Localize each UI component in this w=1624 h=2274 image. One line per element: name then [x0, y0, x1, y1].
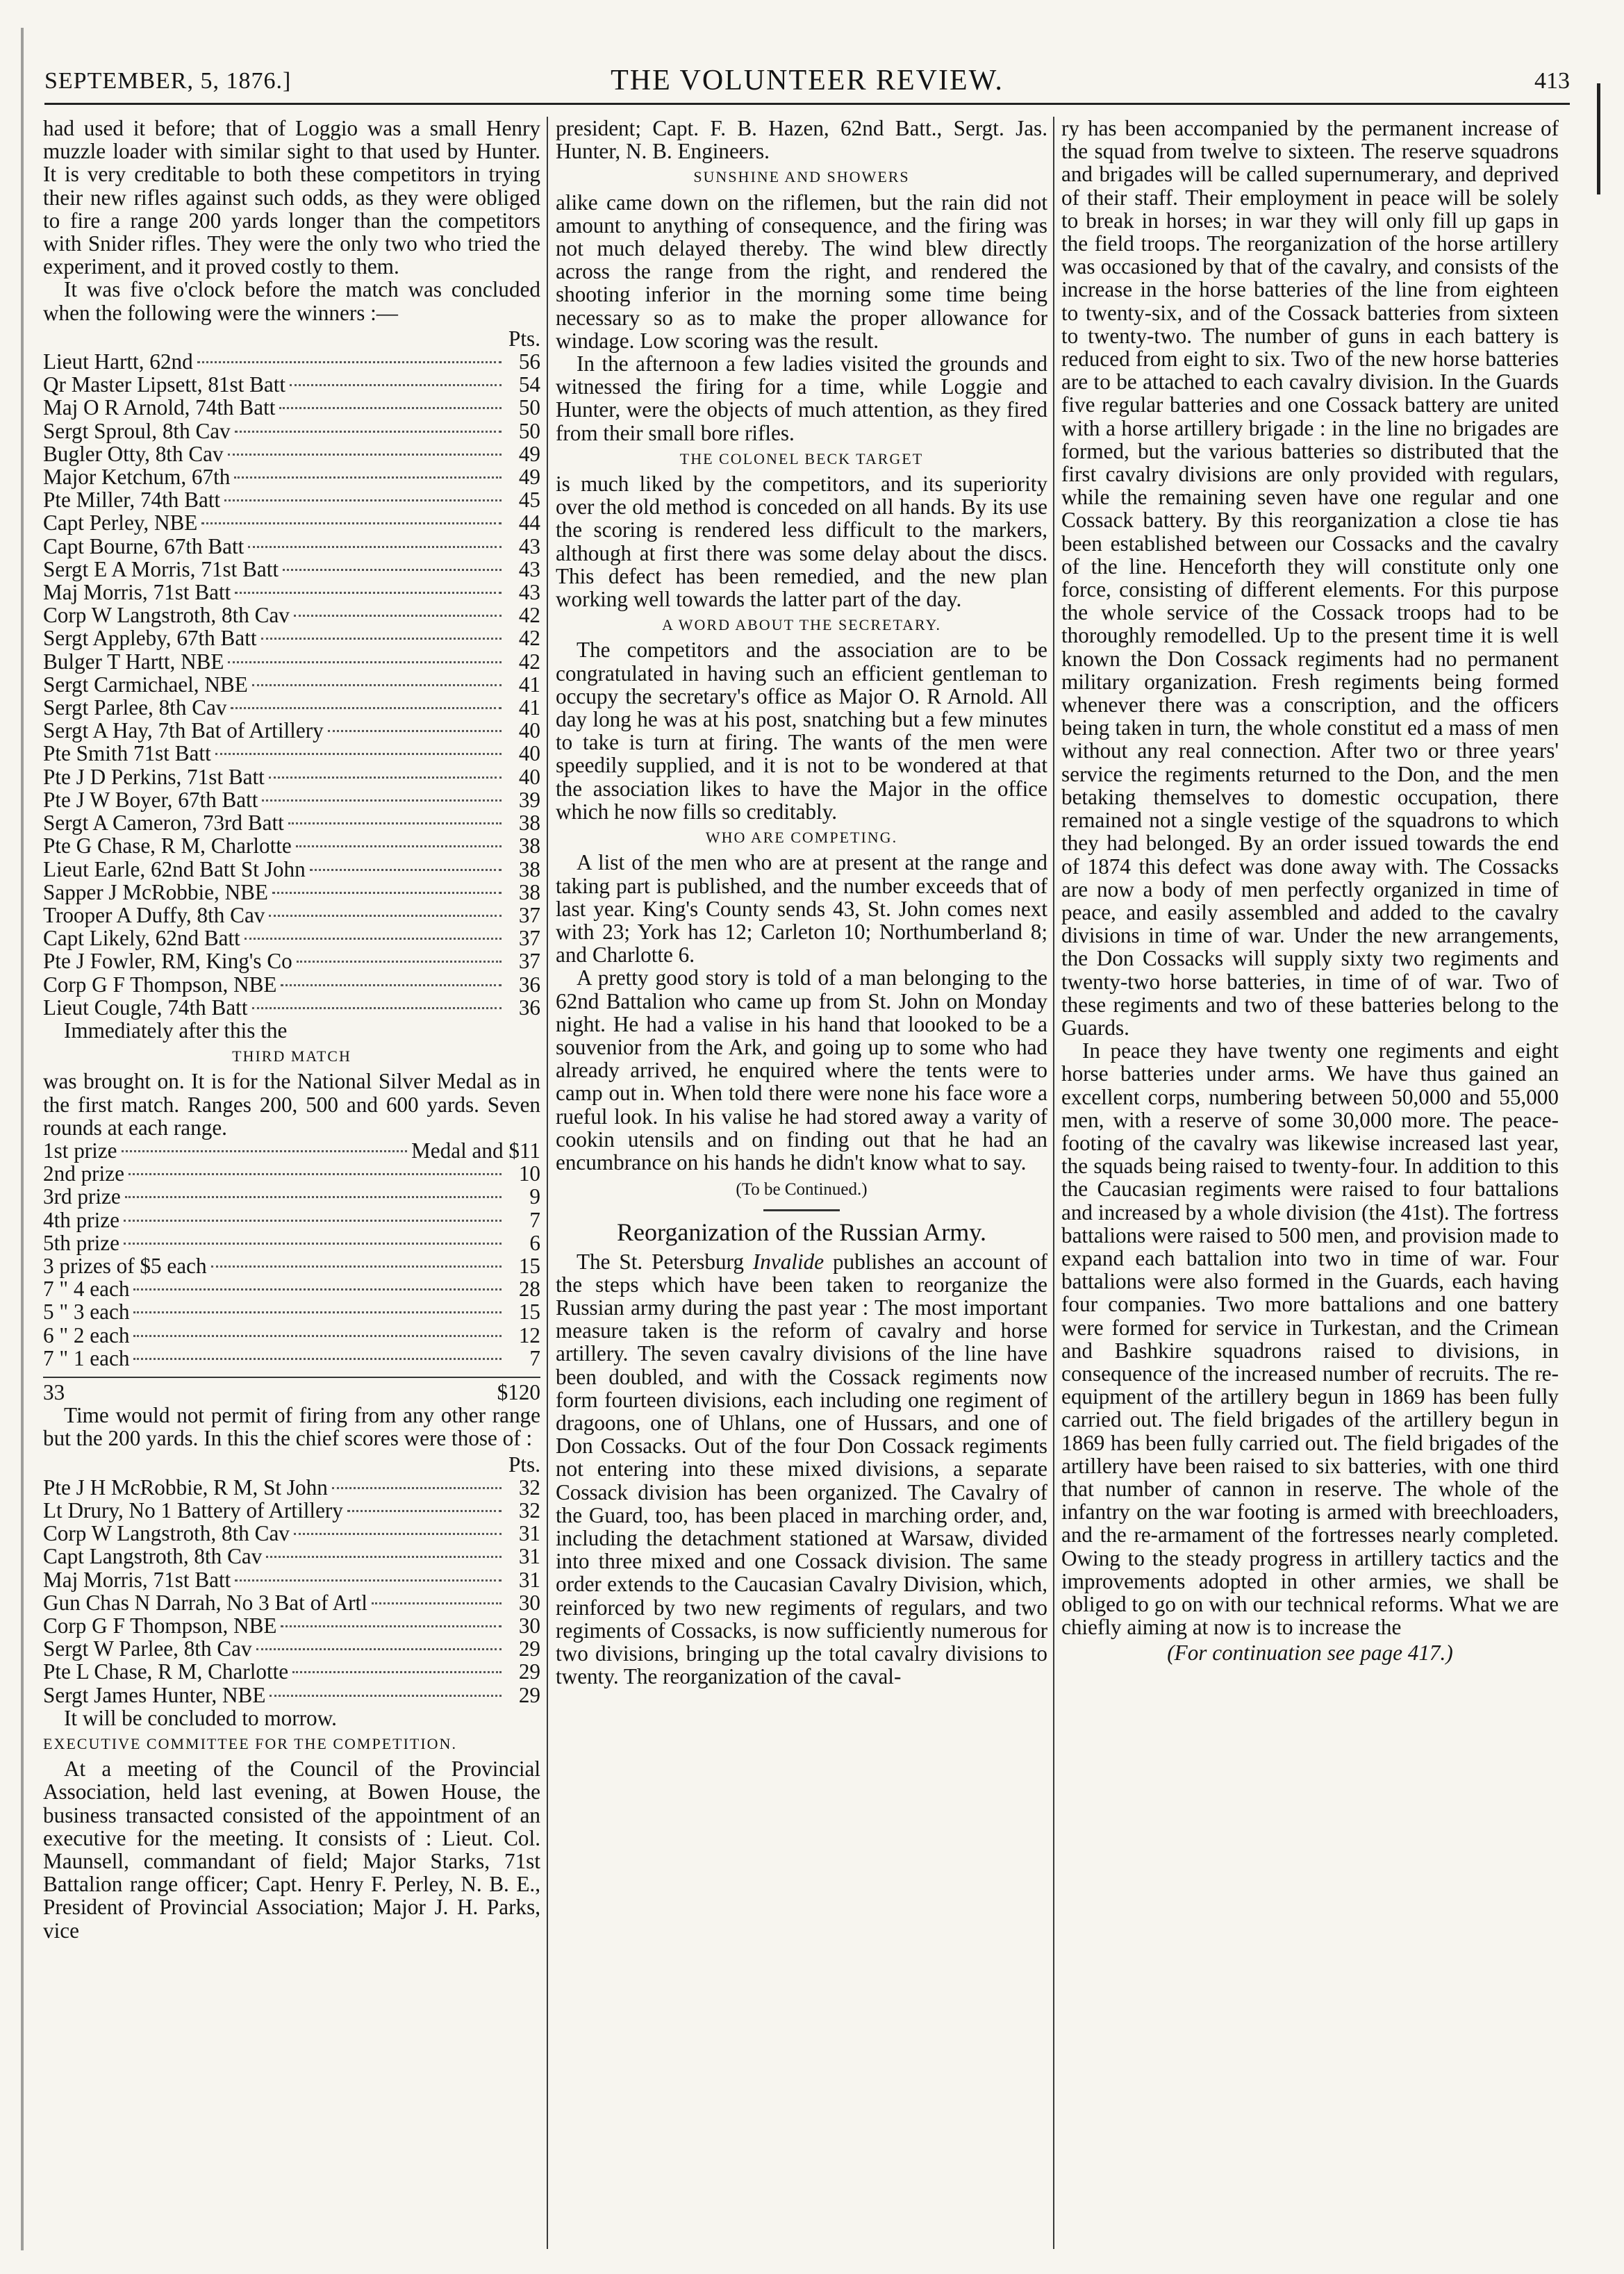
winner-label: Sergt E A Morris, 71st Batt: [43, 556, 279, 581]
prize-row: [43, 1162, 540, 1185]
winner-value: 44: [518, 511, 540, 536]
prize-label: 1st prize: [43, 1138, 117, 1163]
column-3: [1061, 117, 1559, 1665]
winner-row: [43, 973, 540, 996]
winner-label: Pte G Chase, R M, Charlotte: [43, 833, 292, 858]
prize-row: [43, 1347, 540, 1370]
winner-value: 49: [518, 465, 540, 490]
prize-row: [43, 1324, 540, 1347]
chief-score-value: 32: [518, 1475, 540, 1500]
prize-value: 12: [518, 1322, 540, 1347]
winner-row: [43, 420, 540, 442]
winner-value: 42: [518, 603, 540, 628]
winner-label: Pte J W Boyer, 67th Batt: [43, 787, 258, 812]
paragraph-beck: is much liked by the competitors, and its superiority over the old method is conceded on all hands. By its use the scoring is rendered less difficult to the markers, although at first there was some delay about the discs. This defect has been remedied, and the new plan working well towards the latter part of the day.: [556, 472, 1047, 612]
dot-leader: [288, 822, 502, 824]
dot-leader: [262, 799, 502, 802]
winner-label: Pte J D Perkins, 71st Batt: [43, 764, 265, 789]
prize-label: 5th prize: [43, 1230, 119, 1255]
chief-score-value: 29: [518, 1682, 540, 1707]
chief-score-value: 29: [518, 1659, 540, 1684]
winner-row: [43, 511, 540, 534]
winner-label: Lieut Cougle, 74th Batt: [43, 995, 248, 1020]
dot-leader: [279, 407, 502, 409]
page-number: 413: [1534, 68, 1570, 94]
dot-leader: [228, 661, 502, 663]
winner-row: [43, 881, 540, 904]
points-header-2: Pts.: [508, 1452, 540, 1477]
winner-value: 50: [518, 395, 540, 420]
dot-leader: [372, 1602, 502, 1604]
dot-leader: [297, 961, 502, 963]
page-edge-mark: [1597, 83, 1600, 194]
prize-label: 7 " 4 each: [43, 1277, 130, 1302]
chief-score-label: Gun Chas N Darrah, No 3 Bat of Artl: [43, 1590, 367, 1615]
paragraph-concluded: It will be concluded to morrow.: [64, 1705, 337, 1730]
paragraph-intro: had used it before; that of Loggio was a small Henry muzzle loader with similar sight to that used by Hunter. It is very creditable to both these competitors in trying their new rifles against such odds, as they were obliged to fire a range 200 yards longer than the competitors with Snider rifles. They were the only two who tried the experiment, and it proved costly to them.: [43, 116, 540, 279]
winner-value: 42: [518, 649, 540, 674]
winner-label: Sergt Sproul, 8th Cav: [43, 418, 231, 443]
winner-row: [43, 696, 540, 719]
winner-row: [43, 350, 540, 373]
publication-title: THE VOLUNTEER REVIEW.: [611, 65, 1004, 97]
winner-label: Sergt Carmichael, NBE: [43, 672, 248, 697]
winner-value: 37: [518, 926, 540, 951]
winner-row: [43, 650, 540, 673]
winners-list: [43, 350, 540, 1019]
winner-row: [43, 604, 540, 626]
continuation-note: (For continuation see page 417.): [1167, 1641, 1453, 1666]
dot-leader: [133, 1358, 502, 1360]
dot-leader: [133, 1311, 502, 1313]
winner-row: [43, 742, 540, 765]
paragraph-ladies: In the afternoon a few ladies visited the grounds and witnessed the firing for a time, while Loggie and Hunter, were the objects of much attention, as they fired from their small bore rifles.: [556, 351, 1047, 445]
dot-leader: [269, 915, 502, 917]
winner-label: Lieut Hartt, 62nd: [43, 349, 193, 374]
chief-score-value: 31: [518, 1521, 540, 1546]
dot-leader: [294, 1533, 502, 1535]
dot-leader: [248, 546, 502, 548]
winner-value: 50: [518, 418, 540, 443]
executive-committee-heading: EXECUTIVE COMMITTEE FOR THE COMPETITION.: [43, 1735, 457, 1753]
beck-target-heading: THE COLONEL BECK TARGET: [679, 449, 924, 467]
winner-label: Maj O R Arnold, 74th Batt: [43, 395, 276, 420]
dot-leader: [270, 1695, 502, 1697]
winner-label: Sergt A Hay, 7th Bat of Artillery: [43, 718, 324, 743]
issue-date: SEPTEMBER, 5, 1876.]: [44, 68, 292, 94]
prize-value: 6: [529, 1230, 540, 1255]
winner-value: 36: [518, 972, 540, 997]
points-header: Pts.: [508, 326, 540, 351]
winner-row: [43, 788, 540, 811]
dot-leader: [124, 1220, 502, 1222]
winner-value: 40: [518, 764, 540, 789]
chief-score-row: [43, 1522, 540, 1545]
chief-score-label: Pte L Chase, R M, Charlotte: [43, 1659, 289, 1684]
third-match-heading: THIRD MATCH: [232, 1047, 351, 1065]
third-match-text: was brought on. It is for the National Silver Medal as in the first match. Ranges 200, 500 and 600 yards. Seven rounds at each range.: [43, 1069, 540, 1140]
prize-row: [43, 1139, 540, 1162]
winner-row: [43, 396, 540, 419]
chief-score-value: 31: [518, 1544, 540, 1569]
paragraph-secretary: The competitors and the association are to be congratulated in having such an efficient gentleman to occupy the secretary's office as Major O. R Arnold. All day long he was at his post, snatching but a few minutes to take is turn at firing. The wants of the men were speedily supplied, and it is not to be wondered at that the association likes to have the Major in the office which he now fills so creditably.: [556, 638, 1047, 824]
page-header: [44, 54, 1570, 105]
winner-value: 43: [518, 533, 540, 558]
chief-score-label: Pte J H McRobbie, R M, St John: [43, 1475, 328, 1500]
chief-score-label: Capt Langstroth, 8th Cav: [43, 1544, 263, 1569]
paragraph-sunshine: alike came down on the riflemen, but the rain did not amount to anything of consequence, and the firing was not much delayed thereby. The wind blew directly across the range from the right, and rendered the shooting inferior in the morning some time being necessary so as to make the proper allowance for windage. Low scoring was the result.: [556, 190, 1047, 353]
winner-value: 45: [518, 488, 540, 513]
dot-leader: [245, 938, 502, 940]
winner-label: Corp G F Thompson, NBE: [43, 972, 277, 997]
chief-score-value: 31: [518, 1567, 540, 1592]
winner-value: 56: [518, 349, 540, 374]
competing-heading: WHO ARE COMPETING.: [705, 829, 898, 847]
dot-leader: [235, 592, 502, 594]
winner-value: 38: [518, 879, 540, 904]
column-2: [556, 117, 1047, 1688]
chief-score-value: 32: [518, 1497, 540, 1522]
winner-value: 49: [518, 441, 540, 466]
winner-label: Pte Miller, 74th Batt: [43, 488, 221, 513]
winner-value: 37: [518, 949, 540, 974]
chief-scores-list: [43, 1476, 540, 1707]
chief-score-label: Maj Morris, 71st Batt: [43, 1567, 231, 1592]
paragraph-russia-1: [556, 1250, 1047, 1688]
dot-leader: [129, 1173, 502, 1175]
prize-label: 5 " 3 each: [43, 1300, 130, 1325]
chief-score-row: [43, 1499, 540, 1522]
prize-row: [43, 1277, 540, 1300]
total-rule: [43, 1377, 540, 1378]
winner-label: Capt Perley, NBE: [43, 511, 198, 536]
dot-leader: [332, 1487, 502, 1489]
winner-value: 41: [518, 695, 540, 720]
chief-score-row: [43, 1660, 540, 1683]
chief-score-row: [43, 1591, 540, 1614]
winner-row: [43, 927, 540, 949]
winner-row: [43, 626, 540, 649]
chief-score-row: [43, 1614, 540, 1637]
winner-label: Sergt A Cameron, 73rd Batt: [43, 811, 284, 836]
page-binding-edge: [21, 28, 24, 2250]
winner-label: Lieut Earle, 62nd Batt St John: [43, 856, 306, 881]
winner-row: [43, 373, 540, 396]
dot-leader: [281, 984, 502, 986]
dot-leader: [235, 1579, 502, 1582]
chief-score-row: [43, 1637, 540, 1660]
prize-row: [43, 1209, 540, 1231]
winner-label: Capt Bourne, 67th Batt: [43, 533, 245, 558]
winner-label: Capt Likely, 62nd Batt: [43, 926, 240, 951]
winner-value: 38: [518, 856, 540, 881]
chief-score-label: Sergt W Parlee, 8th Cav: [43, 1636, 252, 1661]
prize-row: [43, 1185, 540, 1208]
to-be-continued: (To be Continued.): [736, 1180, 868, 1200]
winner-row: [43, 904, 540, 927]
chief-score-row: [43, 1476, 540, 1499]
dot-leader: [235, 431, 502, 433]
dot-leader: [272, 892, 502, 894]
dot-leader: [290, 384, 502, 386]
winner-value: 36: [518, 995, 540, 1020]
prize-value: 9: [529, 1184, 540, 1209]
winner-label: Qr Master Lipsett, 81st Batt: [43, 372, 286, 397]
winner-label: Sergt Appleby, 67th Batt: [43, 626, 257, 651]
winner-value: 41: [518, 672, 540, 697]
prize-label: 6 " 2 each: [43, 1322, 130, 1347]
winner-row: [43, 719, 540, 742]
dot-leader: [197, 361, 502, 363]
prize-label: 3 prizes of $5 each: [43, 1253, 207, 1278]
winner-value: 43: [518, 556, 540, 581]
prize-total-count: 33: [43, 1379, 65, 1404]
prize-total-value: $120: [497, 1379, 540, 1404]
winner-label: Pte J Fowler, RM, King's Co: [43, 949, 292, 974]
dot-leader: [211, 1265, 502, 1268]
winner-row: [43, 858, 540, 881]
paragraph-time: Time would not permit of firing from any other range but the 200 yards. In this the chief scores were those of :: [43, 1403, 540, 1451]
chief-score-label: Sergt James Hunter, NBE: [43, 1682, 266, 1707]
prize-total-row: [43, 1381, 540, 1404]
winner-label: Bugler Otty, 8th Cav: [43, 441, 224, 466]
prize-value: 15: [518, 1300, 540, 1325]
winner-value: 54: [518, 372, 540, 397]
winner-row: [43, 834, 540, 857]
dot-leader: [231, 707, 502, 709]
paragraph-cavalry: ry has been accompanied by the permanent increase of the squad from twelve to sixteen. The reserve squadrons and brigades will be called supernumerary, and deprived of their staff. Their employment in peace will be solely to break in horses; in war they will only fill up gaps in the field troops. The reorganization of the horse artillery was occasioned by that of the cavalry, and consists of the increase in the horse batteries of the line from eighteen to twenty-six, and of the Cossack batteries from sixteen to twenty-two. The number of guns in each battery is reduced from eight to six. Two of the new horse batteries are to be attached to each cavalry division. In the Guards five regular batteries and one Cossack battery are united with a horse artillery brigade : in the line no brigades are formed, but the various batteries so distributed that the first cavalry divisions are only provided with regulars, while the remaining seven have one regular and one Cossack battery. By this reorganization a close tie has been established between our Cossacks and the cavalry of the line. Henceforth they will constitute only one force, consisting of different elements. For this purpose the whole service of the Cossack troops had to be thoroughly remodelled. Up to the present time it is well known the Don Cossack regiments had no permanent military organization. Fresh regiments being formed whenever there was a conscription, and the officers being taken in turn, the whole constitut ed a mass of men without any real connection. After two or three years' service the regiments returned to the Don, and the men betaking themselves to domestic occupation, there remained not a single vestige of the squadrons to which they had belonged. By an order issued towards the end of 1874 this defect was done away with. The Cossacks are now a body of men perfectly organized in time of peace, and easily assembled and added to the cavalry divisions in time of war. Under the new arrangements, the Don Cossacks will supply sixty two regiments and twenty-two horse batteries, in time of of war. Two of these regiments and two of these batteries belong to the Guards.: [1061, 116, 1559, 1040]
prize-row: [43, 1300, 540, 1323]
prize-row: [43, 1231, 540, 1254]
winner-row: [43, 535, 540, 558]
winner-label: Trooper A Duffy, 8th Cav: [43, 902, 265, 927]
dot-leader: [133, 1288, 502, 1290]
winner-row: [43, 442, 540, 465]
paragraph-executive: At a meeting of the Council of the Provincial Association, held last evening, at Bowen House, the business transacted consisted of the appointment of an executive for the meeting. It consists of : Lieut. Col. Maunsell, commandant of field; Major Starks, 71st Battalion range officer; Capt. Henry F. Perley, N. B. E., President of Provincial Association; Major J. H. Parks, vice: [43, 1757, 540, 1943]
prize-value: 28: [518, 1277, 540, 1302]
dot-leader: [252, 1007, 502, 1009]
paragraph-peace: In peace they have twenty one regiments and eight horse batteries under arms. We have thus gained an excellent corps, numbering between 50,000 and 55,000 men, with a reserve of some 30,000 more. The peace-footing of the cavalry was likewise increased last year, the squads being raised to twenty-four. In addition to this the Caucasian regiments were raised to four battalions and increased by a whole division (the 41st). The fortress battalions were raised to 500 men, and provision made to expand each battalion into two in time of war. Four battalions were also formed in the Guards, each having four companies. Two more battalions and one battery were formed for service in Turkestan, and the Crimean and Bashkire squadrons raised to divisions, in consequence of the increased number of recruits. The re-equipment of the artillery begun in 1869 has been fully carried out. The field brigades of the artillery begun in 1869 has been fully carried out. The field brigades of the artillery have been raised to six batteries, with one third that number of cannon in reserve. The whole of the infantry on the war footing is armed with breechloaders, and the re-armament of the fortresses nearly completed. Owing to the steady progress in artillery tactics and the improvements adopted in other armies, we shall be obliged to go on with our technical reforms. What we are chiefly aiming at now is to increase the: [1061, 1038, 1559, 1640]
prize-value: 7: [529, 1345, 540, 1370]
dot-leader: [328, 730, 502, 732]
dot-leader: [133, 1335, 502, 1337]
chief-score-value: 29: [518, 1636, 540, 1661]
chief-score-value: 30: [518, 1590, 540, 1615]
prize-label: 3rd prize: [43, 1184, 121, 1209]
dot-leader: [261, 638, 502, 640]
winner-value: 42: [518, 626, 540, 651]
chief-score-label: Lt Drury, No 1 Battery of Artillery: [43, 1497, 343, 1522]
winner-value: 38: [518, 811, 540, 836]
winner-label: Sergt Parlee, 8th Cav: [43, 695, 227, 720]
winner-value: 40: [518, 741, 540, 766]
russia-text-a: The St. Petersburg: [577, 1249, 753, 1274]
dot-leader: [201, 522, 502, 524]
chief-score-label: Corp G F Thompson, NBE: [43, 1613, 277, 1638]
winner-label: Sapper J McRobbie, NBE: [43, 879, 268, 904]
winner-row: [43, 765, 540, 788]
paragraph-match-concluded: It was five o'clock before the match was concluded when the following were the winners :—: [43, 277, 540, 325]
column-1: [43, 117, 540, 1942]
winner-label: Pte Smith 71st Batt: [43, 741, 211, 766]
prize-value: 15: [518, 1253, 540, 1278]
winner-row: [43, 488, 540, 511]
winner-row: [43, 811, 540, 834]
winner-value: 43: [518, 580, 540, 605]
paragraph-story: A pretty good story is told of a man belonging to the 62nd Battalion who came up from St. John on Monday night. He had a valise in his hand that loooked to be a souvenior from the Ark, and going up to some who had already arrived, he enquired where the tents were to camp out in. When told there were none his face wore a rueful look. In his valise he had stored away a varity of cookin utensils and on finding out that he had an encumbrance on his hands he didn't know what to say.: [556, 965, 1047, 1175]
chief-score-row: [43, 1568, 540, 1591]
chief-score-row: [43, 1684, 540, 1707]
dot-leader: [292, 1671, 502, 1673]
prize-row: [43, 1254, 540, 1277]
dot-leader: [215, 753, 502, 755]
winner-row: [43, 581, 540, 604]
dot-leader: [294, 615, 502, 617]
dot-leader: [269, 777, 502, 779]
prize-value: 10: [518, 1161, 540, 1186]
immediately-line: Immediately after this the: [64, 1018, 288, 1043]
column-rule-1: [547, 117, 548, 2249]
column-rule-2: [1053, 117, 1054, 2249]
sunshine-heading: SUNSHINE AND SHOWERS: [693, 168, 910, 186]
winner-label: Major Ketchum, 67th: [43, 465, 231, 490]
paragraph-competing: A list of the men who are at present at the range and taking part is published, and the number exceeds that of last year. King's County sends 43, St. John comes next with 23; York has 12; Carleton 10; Northumberland 8; and Charlotte 6.: [556, 850, 1047, 968]
dot-leader: [296, 845, 502, 847]
winner-row: [43, 949, 540, 972]
winner-value: 40: [518, 718, 540, 743]
chief-score-row: [43, 1545, 540, 1568]
dot-leader: [228, 454, 502, 456]
winner-value: 39: [518, 787, 540, 812]
winner-label: Corp W Langstroth, 8th Cav: [43, 603, 290, 628]
dot-leader: [252, 684, 502, 686]
winner-row: [43, 996, 540, 1019]
prize-label: 4th prize: [43, 1207, 119, 1232]
chief-score-label: Corp W Langstroth, 8th Cav: [43, 1521, 290, 1546]
prize-label: 7 " 1 each: [43, 1345, 130, 1370]
invalide-title: Invalide: [752, 1249, 825, 1274]
paragraph-president: president; Capt. F. B. Hazen, 62nd Batt., Sergt. Jas. Hunter, N. B. Engineers.: [556, 116, 1047, 164]
winner-value: 37: [518, 902, 540, 927]
article-headline: Reorganization of the Russian Army.: [556, 1209, 1047, 1244]
prize-label: 2nd prize: [43, 1161, 124, 1186]
chief-score-value: 30: [518, 1613, 540, 1638]
dot-leader: [125, 1196, 502, 1198]
dot-leader: [122, 1150, 408, 1152]
dot-leader: [310, 869, 502, 871]
dot-leader: [281, 1625, 502, 1627]
winner-label: Maj Morris, 71st Batt: [43, 580, 231, 605]
russia-text-b: publishes an account of the steps which have been taken to reorganize the Russian army during the past year : The most important measure taken is the reform of cavalry and horse artillery. The seven cavalry divisions of the line have been doubled, and with the Cossack regiments now form fourteen divisions, each including one regiment of dragoons, one of Uhlans, one of Hussars, and one of Don Cossacks. Out of the four Don Cossack regiments not entering into these mixed divisions, a separate Cossack division has been organized. The Cavalry of the Guard, too, has been placed in marching order, and, including the detachment stationed at Warsaw, divided into three mixed and one Cossack division. The same order extends to the Caucasian Cavalry Division, which, reinforced by two new regiments of regulars, and two regiments of Cossacks, is now sufficiently numerous for two divisions, bringing up the total cavalry divisions to twenty. The reorganization of the caval-: [556, 1249, 1047, 1689]
dot-leader: [124, 1243, 502, 1245]
dot-leader: [224, 499, 502, 501]
dot-leader: [266, 1556, 502, 1558]
secretary-heading: A WORD ABOUT THE SECRETARY.: [661, 616, 942, 634]
winner-value: 38: [518, 833, 540, 858]
prize-list: [43, 1139, 540, 1370]
dot-leader: [256, 1648, 502, 1650]
dot-leader: [347, 1510, 502, 1512]
prize-value: Medal and $11: [411, 1138, 540, 1163]
winner-row: [43, 673, 540, 696]
winner-row: [43, 465, 540, 488]
winner-label: Bulger T Hartt, NBE: [43, 649, 224, 674]
winner-row: [43, 558, 540, 581]
prize-value: 7: [529, 1207, 540, 1232]
dot-leader: [283, 569, 502, 571]
dot-leader: [234, 476, 502, 479]
